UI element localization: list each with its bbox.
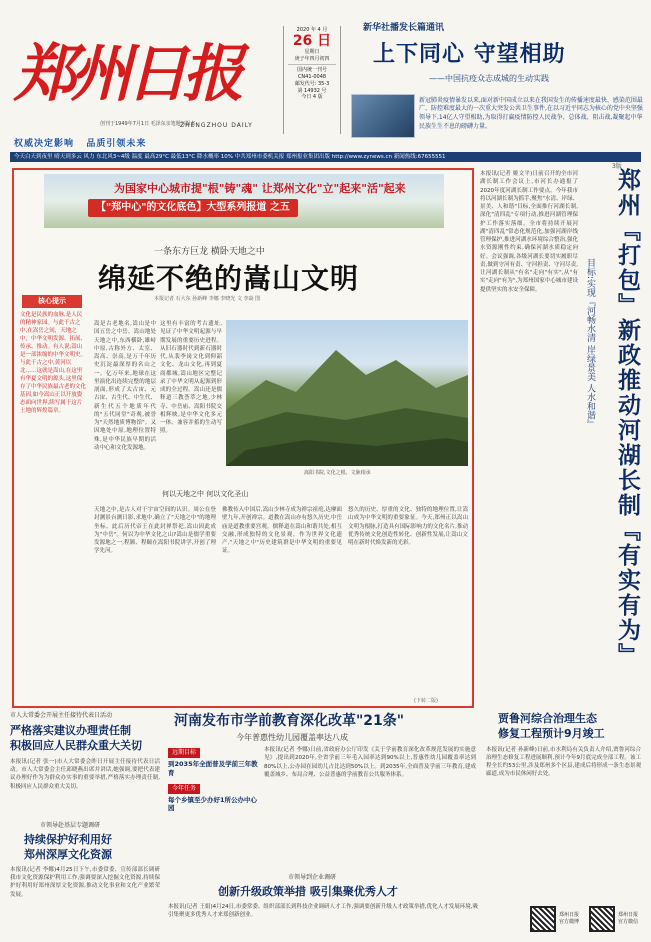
date-box (283, 26, 341, 134)
talent-body: 本报讯(记者 王娟)4月24日,市委常委、组织部部长到科技企业调研人才工作,强调要创新升级人才政策举措,优化人才发展环境,吸引集聚更多优秀人才来郑创新创业。 (168, 903, 478, 919)
continued-note: (下转二版) (414, 698, 438, 704)
songshan-photo (226, 320, 468, 466)
story-talent[interactable] (168, 874, 478, 942)
story-culture[interactable] (10, 822, 160, 926)
masthead-pinyin: ZHENGZHOU DAILY (180, 122, 253, 129)
right-subhead: 目标:实现『河畅水清 岸绿景美 人水和谐』 (585, 258, 595, 429)
issue-cn: CN41-0048 (297, 74, 327, 80)
qr-weibo-label: 郑州日报官方微博 (559, 912, 580, 925)
page-label: 3版 (612, 163, 622, 170)
story-preschool[interactable] (168, 712, 478, 813)
preschool-head[interactable]: 河南发布市学前教育深化改革"21条" (174, 713, 405, 729)
series-banner (44, 174, 444, 228)
slogan (14, 138, 146, 150)
lead-story[interactable] (12, 168, 474, 708)
preschool-body: 本报讯(记者 李娜)日前,省政府办公厅印发《关于学前教育深化改革规范发展的实施意见》,提出到2020年,全省学前三年毛入园率达到90%以上,普惠性幼儿园覆盖率达到80%以上,公办园在园幼儿占比达到50%以上。到2035年,全面普及学前三年教育,建成覆盖城乡、布局合理、公益普惠的学前教育公共服务体系。 (264, 747, 476, 778)
jialu-body: 本报讯(记者 孙新峰)日前,市水利局有关负责人介绍,贾鲁河综合治理生态修复工程进展顺利,预计今年9月底完成全部工程。该工程全长约53公里,涉及郑州多个区县,建成后将形成一条生态景观廊道,成为市民休闲好去处。 (486, 746, 641, 778)
lower-section (10, 712, 641, 942)
weather-bar: 今天白天到夜里 晴天到多云 风力 东北风3~4级 温度 最高29°C 最低13°C 降水概率 10% 中共郑州市委机关报 郑州报业集团出版 http://www.zynews.cn 新闻热线:67655551 (10, 152, 641, 162)
photo-caption: 嵩阳书院,文化之根、文脉相承 (304, 470, 371, 476)
right-body: 本报讯(记者 姬文平)日前召开的全市河湖长制工作会议上,市河长办通报了2020年度河湖长制工作要点。今年我市将以河湖长制为抓手,聚焦"水清、岸绿、景美、人和谐"目标,全面推行河湖长制,深化"清四乱"专项行动,推进河湖管理保护工作落实落细。全市将持续开展河湖"清四乱"常态化规范化,加强河湖岸线管理保护,推进河湖水环境综合整治,强化水资源刚性约束,确保河湖水质稳定向好。会议强调,各级河湖长要切实履职尽责,做到守河有责、守河担责、守河尽责,让河湖长制从"有名"走向"有实",从"有实"走向"有为",为郑州国家中心城市建设提供坚实的水安全保障。 (480, 171, 578, 293)
culture-body: 本报讯(记者 李娜)4月25日下午,市委常委、宣传部部长调研我市文化资源保护利用工作,强调要深入挖掘文化资源,持续保护好利用好郑州深厚文化资源,推动文化事业和文化产业繁荣发展。 (10, 866, 160, 898)
mountain-illustration (226, 320, 468, 466)
qr-weibo[interactable] (530, 906, 581, 932)
date-lunar: 庚子年四月初四 (294, 55, 330, 62)
issue-total: 第 14932 号 (297, 87, 327, 94)
lead-byline: 本报记者 石大东 孙新峰 李娜 李晓光 文 李焱 图 (154, 296, 261, 302)
issue-label: 国内统一刊号 (296, 67, 327, 74)
lead-subtitle: 何以天地之中 何以文化圣山 (162, 490, 249, 498)
npc-head-1[interactable]: 严格落实建议办理责任制 (10, 724, 131, 738)
masthead-title: 郑州日报 (14, 37, 239, 110)
date-weekday: 星期日 (304, 48, 320, 55)
lead-kicker: 一条东方巨龙 横卧天地之中 (154, 247, 265, 257)
preschool-sub: 今年普惠性幼儿园覆盖率达八成 (236, 732, 348, 742)
culture-head-2[interactable]: 郑州深厚文化资源 (24, 847, 112, 861)
jialu-head-1[interactable]: 贾鲁河综合治理生态 (498, 712, 597, 725)
top-photo (351, 94, 415, 138)
jialu-head-2[interactable]: 修复工程预计9月竣工 (498, 726, 605, 740)
qr-wechat-label: 郑州日报官方微信 (618, 912, 639, 925)
culture-kicker: 市领导赴基层专题调研 (40, 822, 101, 829)
lead-col-1: 嵩是古老地名,嵩山是中国五岳之中岳。嵩山地处天地之中,东西横卧,雄峙中原,古称外方、太室、嵩高、崇高,是万千年历史沉淀最深厚的名山之一。亿万年来,地球在这里演化出连续完整的地层剖面,形成了太古宙、元古宙、古生代、中生代、新生代五个地质年代的"五代同堂"奇观,被誉为"天然地质博物馆"。又因地处中原,地理位置特殊,是中华民族早期的活动中心和文化发源地。 (94, 321, 156, 451)
culture-head-1[interactable]: 持续保护好利用好 (24, 833, 112, 847)
banner-line-1: 为国家中心城市提"根"铸"魂" 让郑州文化"立"起来"活"起来 (114, 182, 406, 195)
top-headline[interactable]: 上下同心 守望相助 (373, 42, 566, 68)
banner-line-2: 【"郑中心"的文化底色】大型系列报道 之五 (88, 199, 298, 217)
goal-pill-2: 今年任务 (168, 784, 200, 794)
talent-kicker: 市领导到企业调研 (288, 874, 337, 881)
lead-col-5: 悠久的历史、厚重的文化、独特的地理位置,让嵩山成为中华文明的重要象征。今天,郑州正以嵩山文明为根脉,打造具有国际影响力的文化名片,推动优秀传统文化创造性转化、创新性发展,让嵩山文明在新时代焕发新的光彩。 (348, 507, 468, 546)
story-jialu[interactable] (486, 712, 641, 866)
core-tip-text: 文化是民族的血脉,是人民的精神家园。与此千古之中,在嵩岳之间，天地之中，中华文明发源、拓展、传承、推动。有人说,嵩山是一部浓缩的中华文明史。与此千古之中,黄河以北……这就是嵩山,在这里有华夏文明的源头,这里保存了中华民族最古老的文化基因,如今嵩山正以开放姿态面向世界,续写属于这片土地的辉煌篇章。 (20, 312, 87, 415)
date-year-month: 2020 年 4 月 (296, 27, 328, 33)
lead-headline[interactable]: 绵延不绝的嵩山文明 (98, 262, 360, 295)
goal-text-2: 每个乡镇至少办好1所公办中心园 (168, 795, 258, 813)
qr-area (530, 906, 640, 932)
slogan-1: 权威决定影响 (14, 139, 75, 149)
qr-code-icon (530, 906, 556, 932)
lead-col-2: 这里有丰富的考古遗址,见证了中华文明起源与早期发展的重要历史进程。从旧石器时代到新石器时代,从裴李岗文化到仰韶文化、龙山文化,再到夏商都城,嵩山地区完整记录了中华文明从起源到形成的全过程。嵩山还是儒释道三教荟萃之地,少林寺、中岳庙、嵩阳书院交相辉映,是中华文化多元一体、兼容并蓄的生动写照。 (160, 321, 222, 435)
qr-code-icon (589, 906, 615, 932)
npc-kicker: 市人大常委会开展主任接待代表日活动 (10, 712, 113, 719)
npc-body: 本报讯(记者 张一)市人大常委会昨日开展主任接待代表日活动。市人大常委会主任邱晓燕出席并讲话,她强调,要把代表建议办理好作为为群众办实事的重要举措,严格落实办理责任制,积极回应人民群众重大关切。 (10, 758, 160, 790)
top-story[interactable] (351, 22, 643, 131)
lead-col-3: 天地之中,是古人对于宇宙空间的认识。周公在登封测景台测日影,求地中,确立了"天地之中"的地理坐标。此后历代帝王在此封禅祭祀,嵩山因此成为"中岳"。何以为中华文化之山?嵩山是儒学重要发源地之一,程颢、程颐在嵩阳书院讲学,开创了理学先河。 (94, 507, 216, 555)
top-subhead: ——中国抗疫众志成城的生动实践 (429, 73, 549, 83)
top-kicker: 新华社播发长篇通讯 (363, 23, 445, 33)
date-day: 26 日 (292, 32, 332, 49)
right-headline[interactable]: 郑州『打包』新政推动河湖长制『有实有为』 (614, 168, 640, 668)
goal-pill-1: 远期目标 (168, 748, 200, 758)
goal-text-1: 到2035年全面普及学前三年教育 (168, 760, 258, 777)
founded-note: 创刊于1949年7月1日 毛泽东亲笔题写报名 (100, 121, 196, 127)
issue-pages: 今日 4 版 (301, 94, 323, 101)
core-tip-box (18, 295, 88, 550)
story-npc[interactable] (10, 712, 160, 828)
slogan-2: 品质引领未来 (86, 139, 147, 149)
qr-wechat[interactable] (589, 906, 640, 932)
core-tip-tag: 核心提示 (22, 295, 82, 308)
issue-post: 邮发代号: 35-3 (294, 80, 330, 87)
top-paragraph: 新冠肺炎疫情暴发以来,面对新中国成立以来在我国发生的传播速度最快、感染范围最广、防控难度最大的一次重大突发公共卫生事件,在以习近平同志为核心的党中央坚强领导下,14亿人守望相助,为取得打赢疫情防控人民战争、总体战、阻击战,凝聚起中华民族生生不息的磅礴力量。 (419, 96, 643, 130)
talent-head[interactable]: 创新升级政策举措 吸引集聚优秀人才 (218, 885, 398, 899)
npc-head-2[interactable]: 积极回应人民群众重大关切 (10, 738, 142, 752)
lead-col-4: 佛教传入中国后,嵩山少林寺成为禅宗祖庭,达摩面壁九年,开创禅宗。道教在嵩山亦有悠久历史,中岳庙是道教重要宫观。儒释道在嵩山和谐共处,相互交融,形成独特的文化景观。作为世界文化遗产,"天地之中"历史建筑群是中华文明的重要见证。 (222, 507, 342, 555)
preschool-goals (168, 746, 258, 813)
